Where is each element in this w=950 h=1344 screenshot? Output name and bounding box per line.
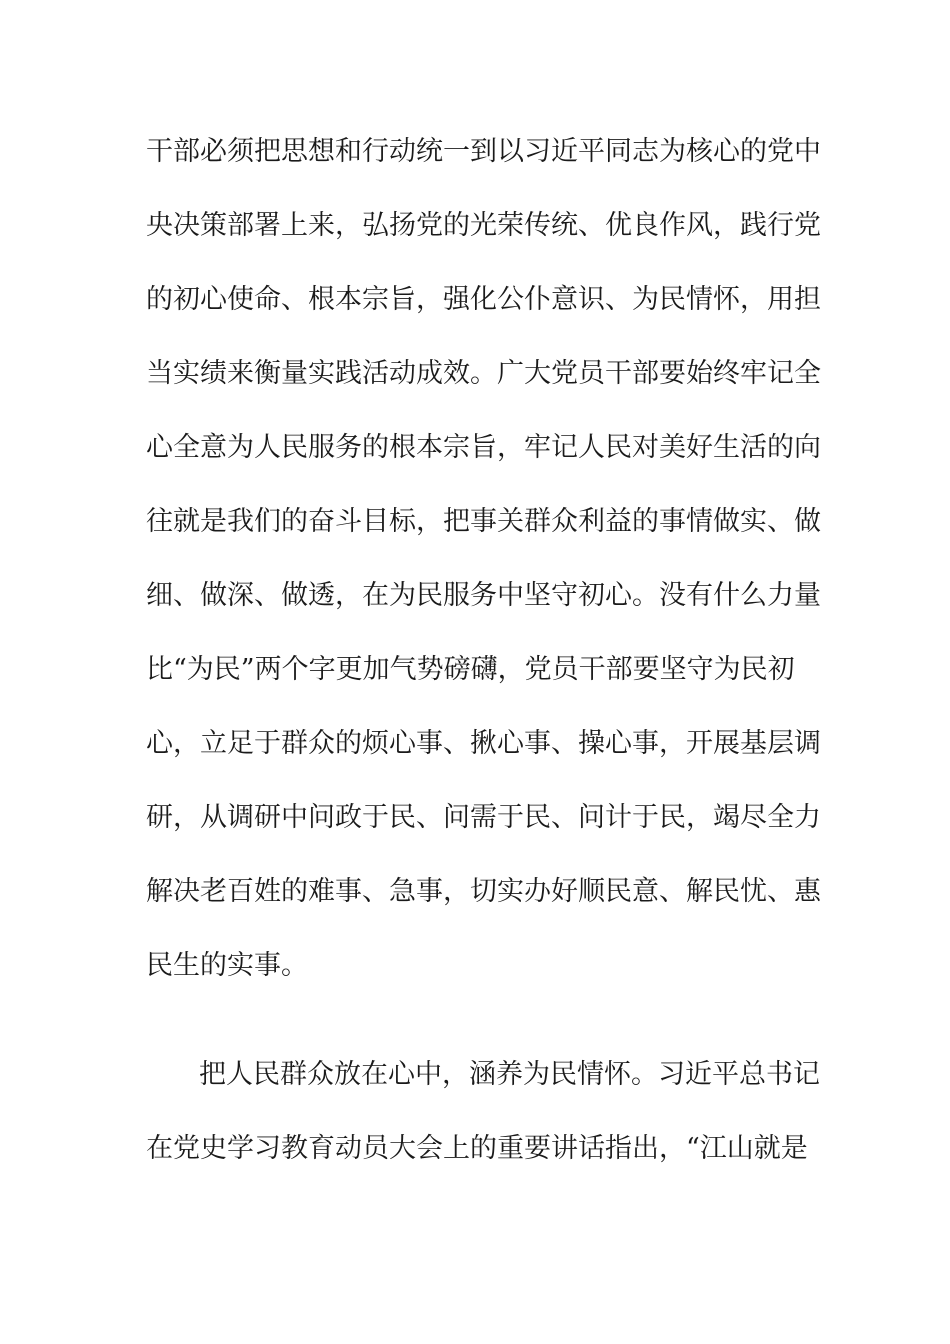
text-line: 在党史学习教育动员大会上的重要讲话指出，“江山就是 <box>146 1133 808 1164</box>
text-line: 比“为民”两个字更加气势磅礴，党员干部要坚守为民初 <box>146 654 795 685</box>
text-line: 研，从调研中问政于民、问需于民、问计于民，竭尽全力 <box>146 802 821 833</box>
text-line: 当实绩来衡量实践活动成效。广大党员干部要始终牢记全 <box>146 358 821 389</box>
text-line: 干部必须把思想和行动统一到以习近平同志为核心的党中 <box>146 136 821 167</box>
text-line: 把人民群众放在心中，涵养为民情怀。习近平总书记 <box>199 1059 820 1090</box>
text-line: 心，立足于群众的烦心事、揪心事、操心事，开展基层调 <box>146 728 821 759</box>
text-line: 往就是我们的奋斗目标，把事关群众利益的事情做实、做 <box>146 506 821 537</box>
text-line: 细、做深、做透，在为民服务中坚守初心。没有什么力量 <box>146 580 821 611</box>
text-line: 民生的实事。 <box>146 950 308 981</box>
text-line: 心全意为人民服务的根本宗旨，牢记人民对美好生活的向 <box>146 432 821 463</box>
text-line: 的初心使命、根本宗旨，强化公仆意识、为民情怀，用担 <box>146 284 821 315</box>
text-line: 央决策部署上来，弘扬党的光荣传统、优良作风，践行党 <box>146 210 821 241</box>
text-line: 解决老百姓的难事、急事，切实办好顺民意、解民忧、惠 <box>146 876 821 907</box>
